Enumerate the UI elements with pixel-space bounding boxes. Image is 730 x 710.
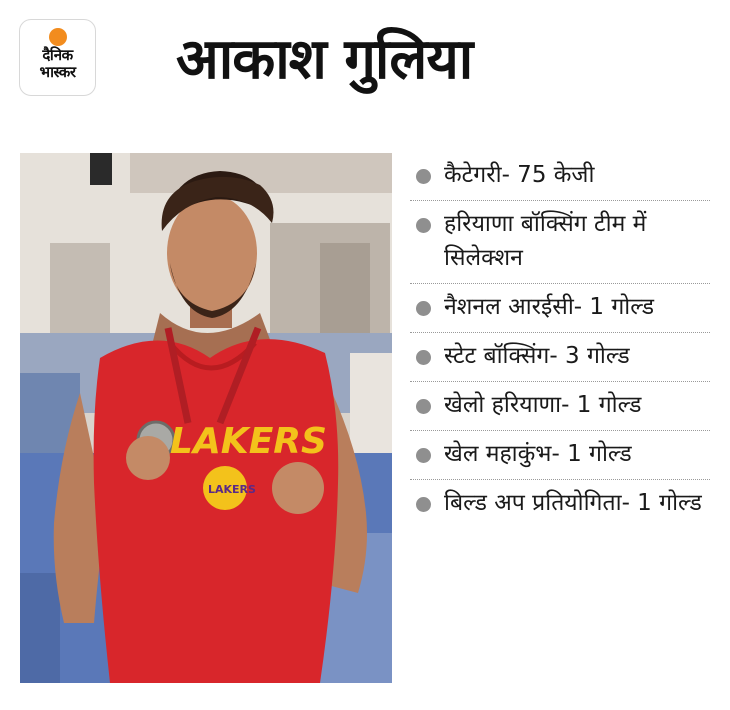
bullet-icon bbox=[416, 301, 431, 316]
fact-item-team-selection bbox=[410, 201, 710, 284]
jersey-lettering: LAKERS bbox=[170, 421, 327, 462]
fact-item-national-rec bbox=[410, 284, 710, 333]
fact-text: स्टेट बॉक्सिंग- 3 गोल्ड bbox=[444, 343, 630, 369]
fact-item-build-up bbox=[410, 480, 710, 528]
fact-text: कैटेगरी- 75 केजी bbox=[444, 162, 595, 188]
fact-text: नैशनल आरईसी- 1 गोल्ड bbox=[444, 294, 655, 320]
fact-text: खेल महाकुंभ- 1 गोल्ड bbox=[444, 441, 632, 467]
bullet-icon bbox=[416, 218, 431, 233]
bullet-icon bbox=[416, 448, 431, 463]
bullet-icon bbox=[416, 497, 431, 512]
logo-text-line2: भास्कर bbox=[39, 63, 76, 81]
logo-text-line1: दैनिक bbox=[42, 46, 73, 64]
page-title: आकाश गुलिया bbox=[176, 27, 473, 92]
jersey-badge-lettering: LAKERS bbox=[208, 483, 256, 496]
fact-text: हरियाणा बॉक्सिंग टीम में सिलेक्शन bbox=[444, 211, 647, 271]
athlete-photo bbox=[20, 153, 392, 683]
fact-item-state-boxing bbox=[410, 333, 710, 382]
sun-icon bbox=[49, 28, 67, 46]
dainik-bhaskar-logo[interactable] bbox=[19, 19, 96, 96]
fact-text: बिल्ड अप प्रतियोगिता- 1 गोल्ड bbox=[444, 490, 702, 516]
fact-item-khelo-haryana bbox=[410, 382, 710, 431]
fact-item-category bbox=[410, 152, 710, 201]
fact-item-khel-mahakumbh bbox=[410, 431, 710, 480]
bullet-icon bbox=[416, 350, 431, 365]
fact-text: खेलो हरियाणा- 1 गोल्ड bbox=[444, 392, 642, 418]
bullet-icon bbox=[416, 169, 431, 184]
bullet-icon bbox=[416, 399, 431, 414]
facts-list bbox=[410, 152, 710, 528]
